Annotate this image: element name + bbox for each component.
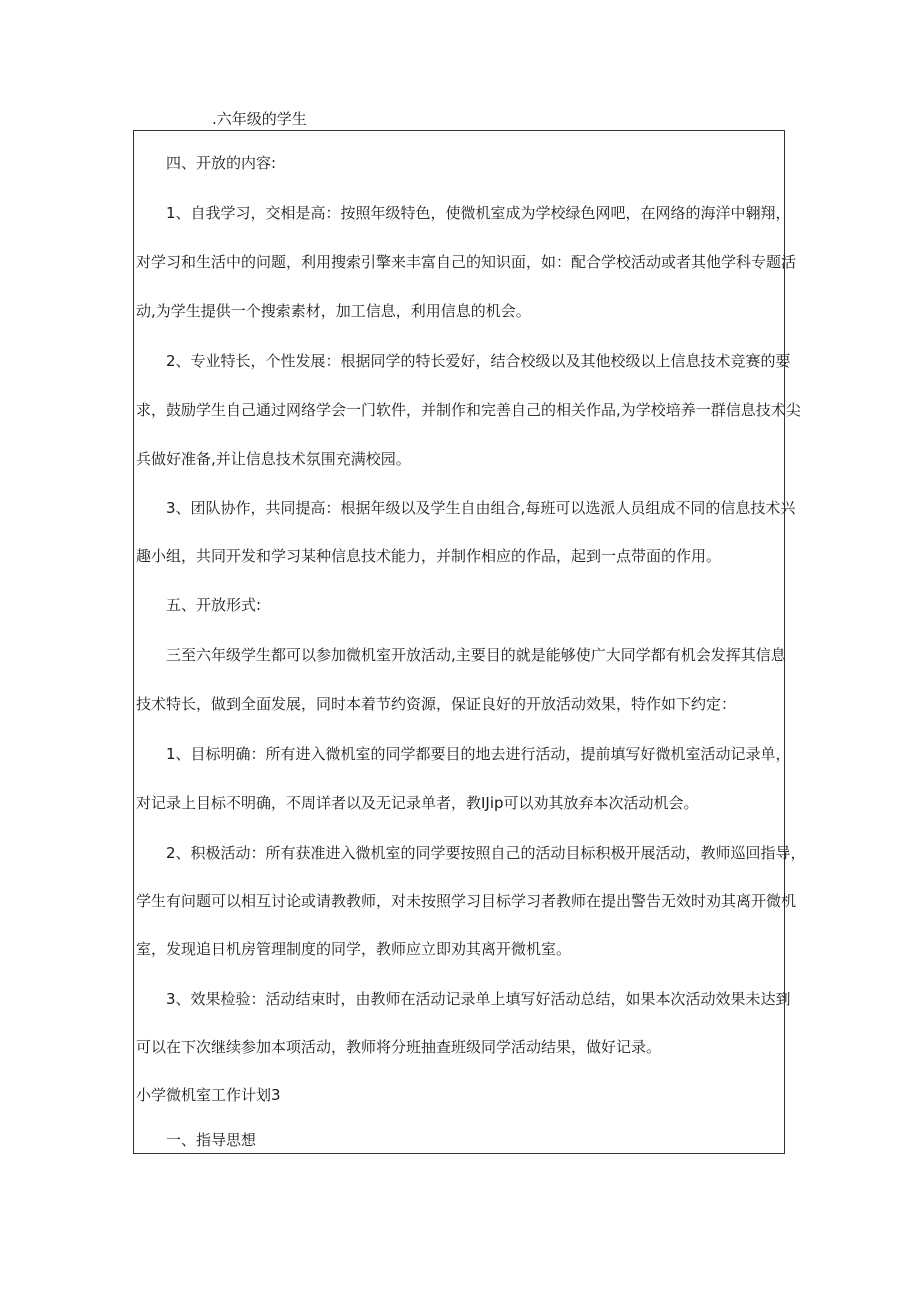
paragraph-line: 求，鼓励学生自己通过网络学会一门软件，并制作和完善自己的相关作品,为学校培养一群信息技术尖: [136, 401, 801, 419]
paragraph-line: 趣小组，共同开发和学习某种信息技术能力，并制作相应的作品，起到一点带面的作用。: [136, 547, 722, 565]
paragraph-line: 对学习和生活中的问题，利用搜索引擎来丰富自己的知识面，如：配合学校活动或者其他学科专题活: [136, 253, 797, 271]
paragraph-line: 技术特长，做到全面发展，同时本着节约资源，保证良好的开放活动效果，特作如下约定：: [136, 695, 737, 713]
section-heading-open-form: 五、开放形式:: [166, 596, 262, 614]
pre-heading: .六年级的学生: [212, 110, 307, 128]
paragraph-line: 2、专业特长，个性发展：根据同学的特长爱好，结合校级以及其他校级以上信息技术竞赛的要: [166, 352, 791, 370]
paragraph-line: 1、目标明确：所有进入微机室的同学都要目的地去进行活动，提前填写好微机室活动记录单，: [166, 745, 791, 763]
section-heading-open-content: 四、开放的内容:: [166, 154, 277, 172]
document-title: 小学微机室工作计划3: [136, 1086, 281, 1104]
paragraph-line: 学生有问题可以相互讨论或请教教师，对未按照学习目标学习者教师在提出警告无效时劝其离开微机: [136, 892, 797, 910]
section-heading-guiding-principle: 一、指导思想: [166, 1131, 257, 1149]
paragraph-line: 动,为学生提供一个搜索素材，加工信息，利用信息的机会。: [136, 302, 531, 320]
paragraph-line: 3、团队协作，共同提高：根据年级以及学生自由组合,每班可以选派人员组成不同的信息技术兴: [166, 499, 796, 517]
paragraph-line: 1、自我学习，交相是高：按照年级特色，使微机室成为学校绿色网吧，在网络的海洋中翱翔，: [166, 204, 791, 222]
paragraph-line: 可以在下次继续参加本项活动，教师将分班抽查班级同学活动结果，做好记录。: [136, 1038, 662, 1056]
paragraph-line: 2、积极活动：所有获准进入微机室的同学要按照自己的活动目标积极开展活动，教师巡回指导，: [166, 844, 806, 862]
paragraph-line: 室，发现追日机房管理制度的同学，教师应立即劝其离开微机室。: [136, 940, 572, 958]
paragraph-line: 三至六年级学生都可以参加微机室开放活动,主要目的就是能够使广大同学都有机会发挥其信息: [166, 646, 786, 664]
paragraph-line: 3、效果检验：活动结束时，由教师在活动记录单上填写好活动总结，如果本次活动效果未达到: [166, 990, 791, 1008]
paragraph-line: 兵做好准备,并让信息技术氛围充满校园。: [136, 450, 411, 468]
paragraph-line: 对记录上目标不明确，不周详者以及无记录单者，教IJip可以劝其放弃本次活动机会。: [136, 794, 699, 812]
